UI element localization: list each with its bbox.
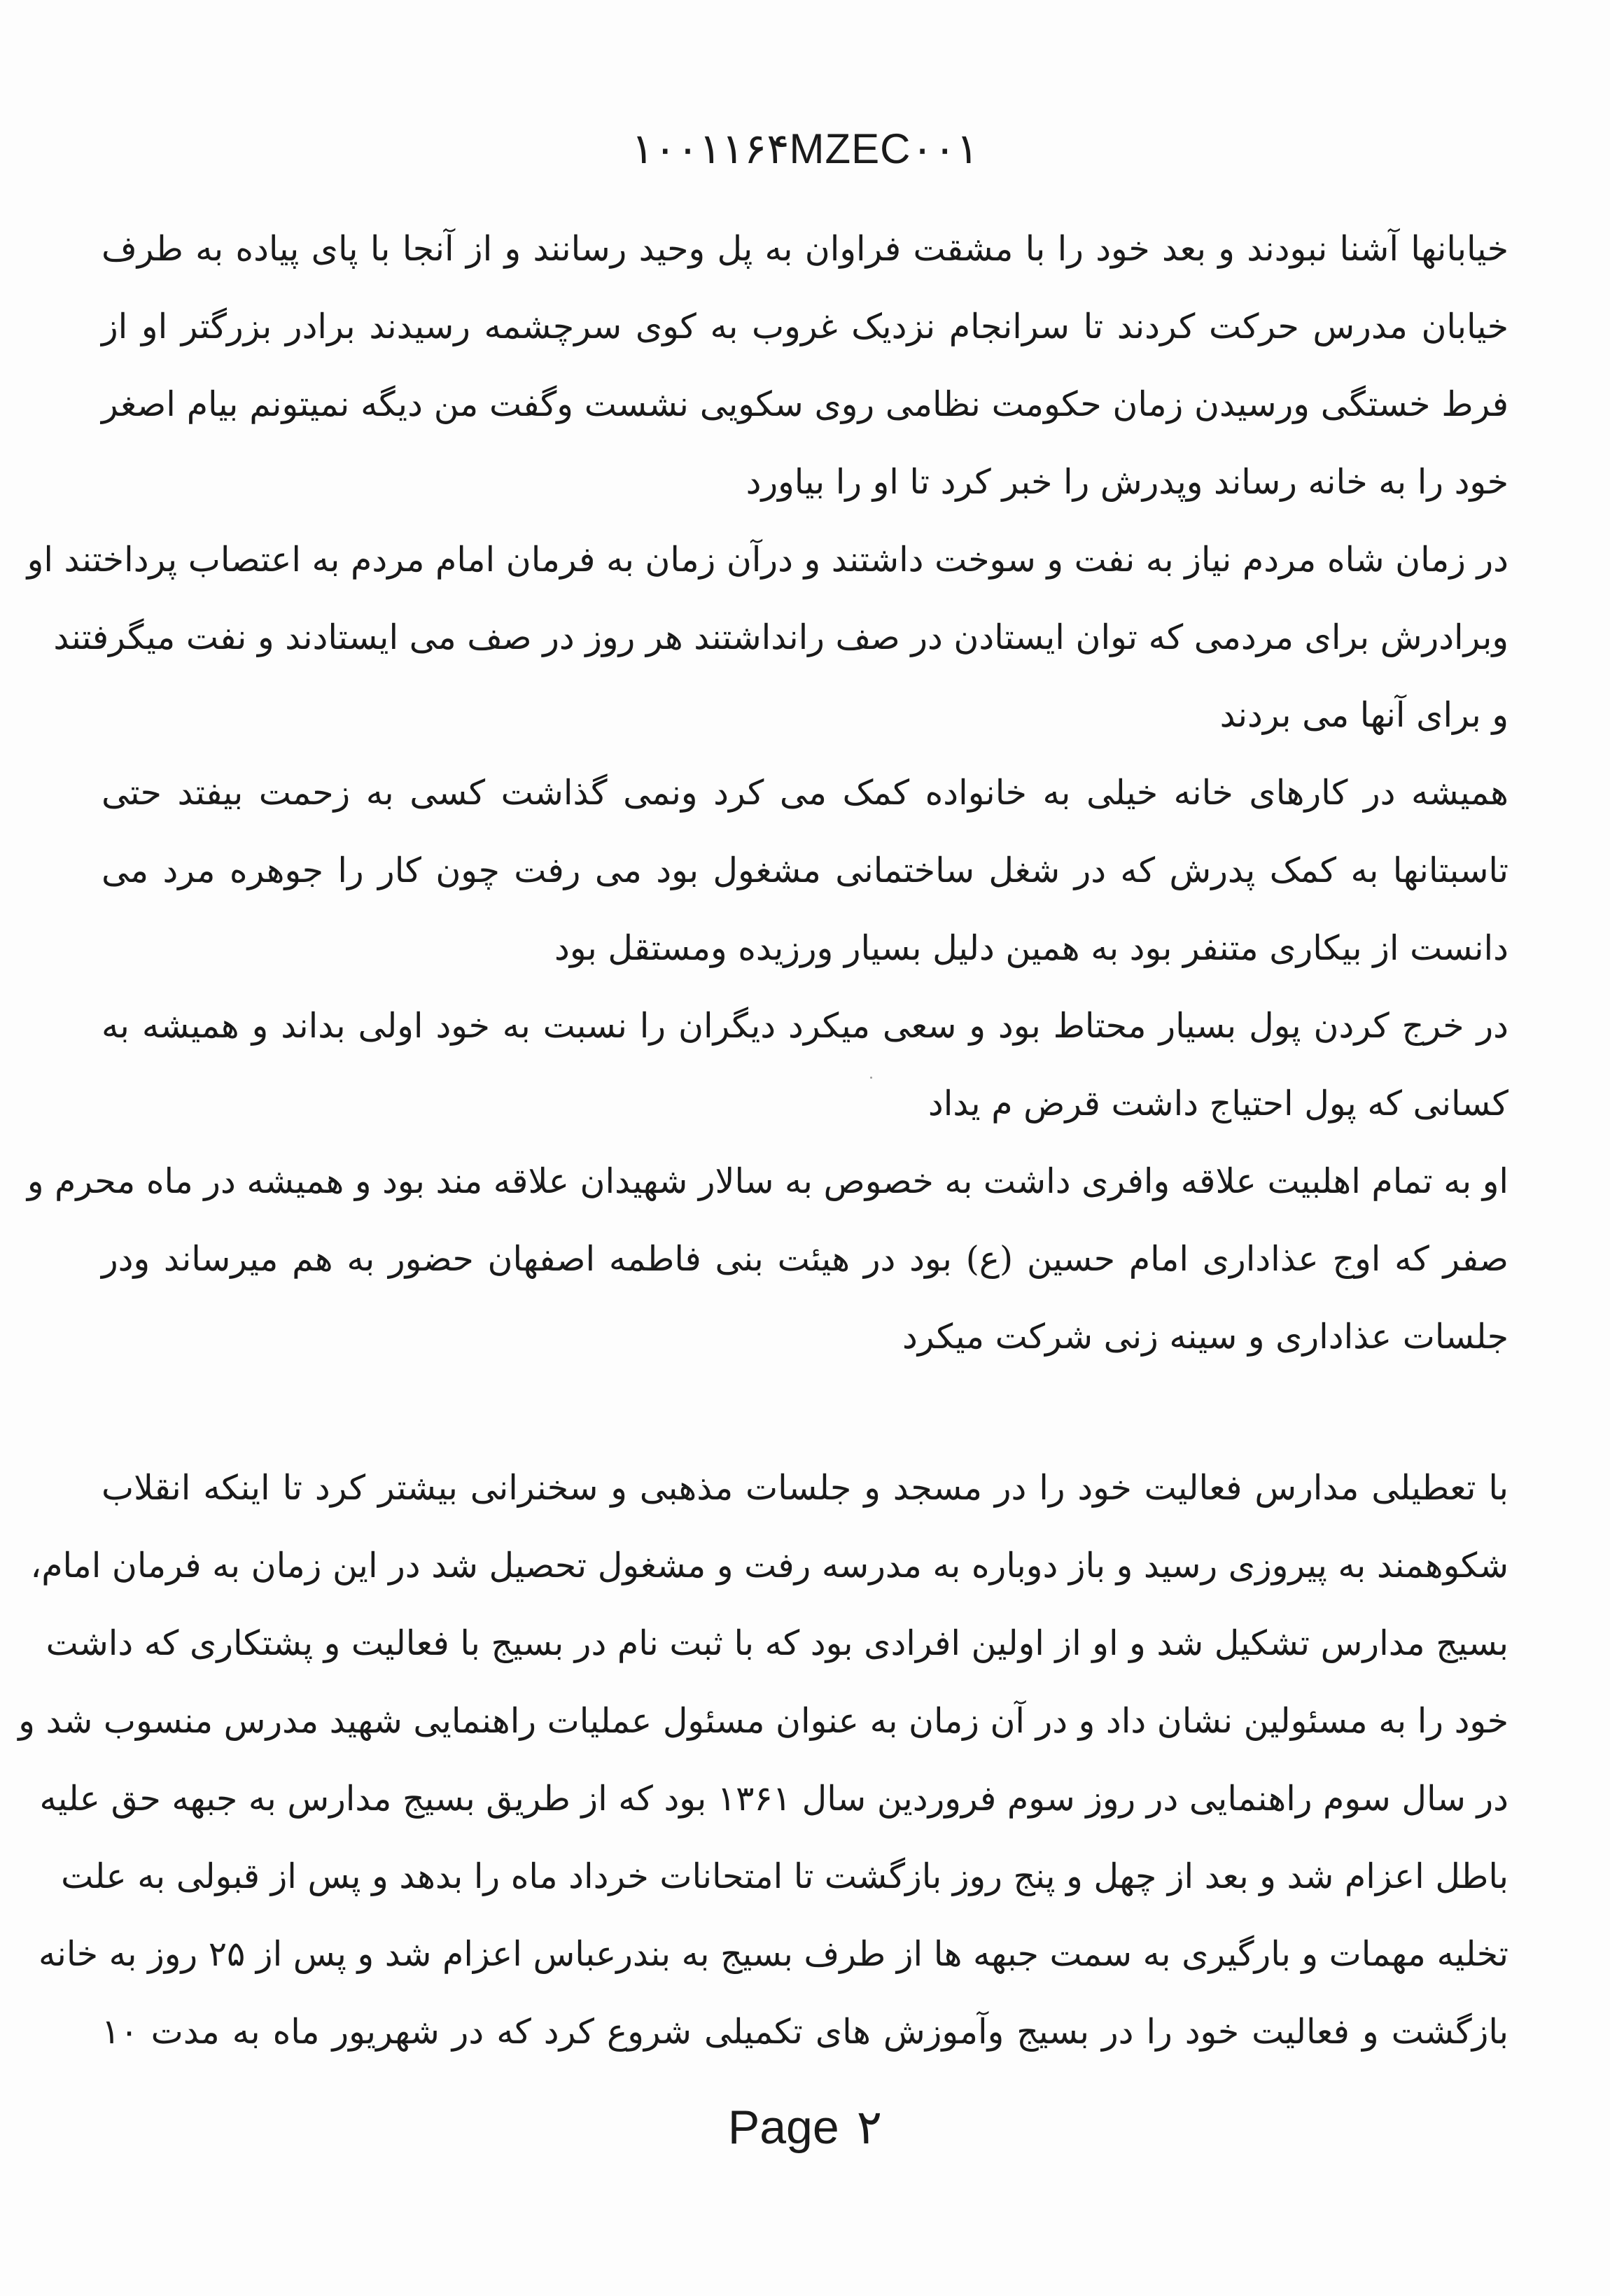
text-line: و برای آنها می بردند [1219, 695, 1508, 735]
text-line: در خرج کردن پول بسیار محتاط بود و سعی میکرد دیگران را نسبت به خود اولی بداند و همیشه به [102, 1006, 1508, 1046]
text-line: فرط خستگی ورسیدن زمان حکومت نظامی روی سکویی نشست وگفت من دیگه نمیتونم بیام اصغر [102, 384, 1508, 424]
page-number: ۲ [856, 2101, 883, 2154]
text-line: او به تمام اهلبیت علاقه وافری داشت به خصوص به سالار شهیدان علاقه مند بود و همیشه در ماه محرم و [27, 1161, 1508, 1201]
text-line: کسانی که پول احتیاج داشت قرض م یداد [927, 1084, 1508, 1124]
text-line: خیابان مدرس حرکت کردند تا سرانجام نزدیک غروب به کوی سرچشمه رسیدند برادر بزرگتر او از [102, 307, 1508, 346]
text-line: تاسبتانها به کمک پدرش که در شغل ساختمانی مشغول بود می رفت چون کار را جوهره مرد می [102, 850, 1508, 890]
scan-speck [870, 1077, 872, 1079]
text-line: بسیج مدارس تشکیل شد و او از اولین افرادی بود که با ثبت نام در بسیج با فعالیت و پشتکاری که داشت [46, 1623, 1508, 1663]
text-line: بازگشت و فعالیت خود را در بسیج وآموزش های تکمیلی شروع کرد که در شهریور ماه به مدت ۱۰ [102, 2012, 1508, 2052]
page-label: Page [727, 2101, 839, 2154]
text-line: خیابانها آشنا نبودند و بعد خود را با مشقت فراوان به پل وحید رسانند و از آنجا با پای پیاده به طرف [102, 229, 1508, 269]
text-line: خود را به مسئولین نشان داد و در آن زمان به عنوان مسئول عملیات راهنمایی شهید مدرس منسوب شد و [18, 1701, 1508, 1741]
text-line: دانست از بیکاری متنفر بود به همین دلیل بسیار ورزیده ومستقل بود [554, 928, 1508, 968]
text-line: خود را به خانه رساند وپدرش را خبر کرد تا او را بیاورد [746, 462, 1508, 502]
document-code: ۱۰۰۱۱۶۴MZEC۰۰۱ [631, 125, 979, 172]
text-line: شکوهمند به پیروزی رسید و باز دوباره به مدرسه رفت و مشغول تحصیل شد در این زمان به فرمان امام، [30, 1546, 1508, 1586]
text-line: جلسات عذاداری و سینه زنی شرکت میکرد [902, 1317, 1508, 1357]
text-line: تخلیه مهمات و بارگیری به سمت جبهه ها از طرف بسیج به بندرعباس اعزام شد و پس از ۲۵ روز به خانه [38, 1934, 1508, 1974]
text-line: با تعطیلی مدارس فعالیت خود را در مسجد و جلسات مذهبی و سخنرانی بیشتر کرد تا اینکه انقلاب [102, 1468, 1508, 1508]
text-line: وبرادرش برای مردمی که توان ایستادن در صف رانداشتند هر روز در صف می ایستادند و نفت میگرفتند [53, 617, 1508, 657]
body-text-upper [27, 210, 1508, 1376]
text-line: صفر که اوج عذاداری امام حسین (ع) بود در هیئت بنی فاطمه اصفهان حضور به هم میرساند ودر [102, 1239, 1508, 1279]
text-line: در سال سوم راهنمایی در روز سوم فروردین سال ۱۳۶۱ بود که از طریق بسیج مدارس به جبهه حق علیه [39, 1779, 1508, 1819]
text-line: همیشه در کارهای خانه خیلی به خانواده کمک می کرد ونمی گذاشت کسی به زحمت بیفتد حتی [102, 773, 1508, 813]
text-line: باطل اعزام شد و بعد از چهل و پنج روز بازگشت تا امتحانات خرداد ماه را بدهد و پس از قبولی به علت [61, 1856, 1508, 1896]
page-footer [0, 2100, 1610, 2155]
body-text-lower [18, 1449, 1508, 2071]
text-line: در زمان شاه مردم نیاز به نفت و سوخت داشتند و درآن زمان به فرمان امام مردم به اعتصاب پرداختند او [27, 540, 1508, 580]
